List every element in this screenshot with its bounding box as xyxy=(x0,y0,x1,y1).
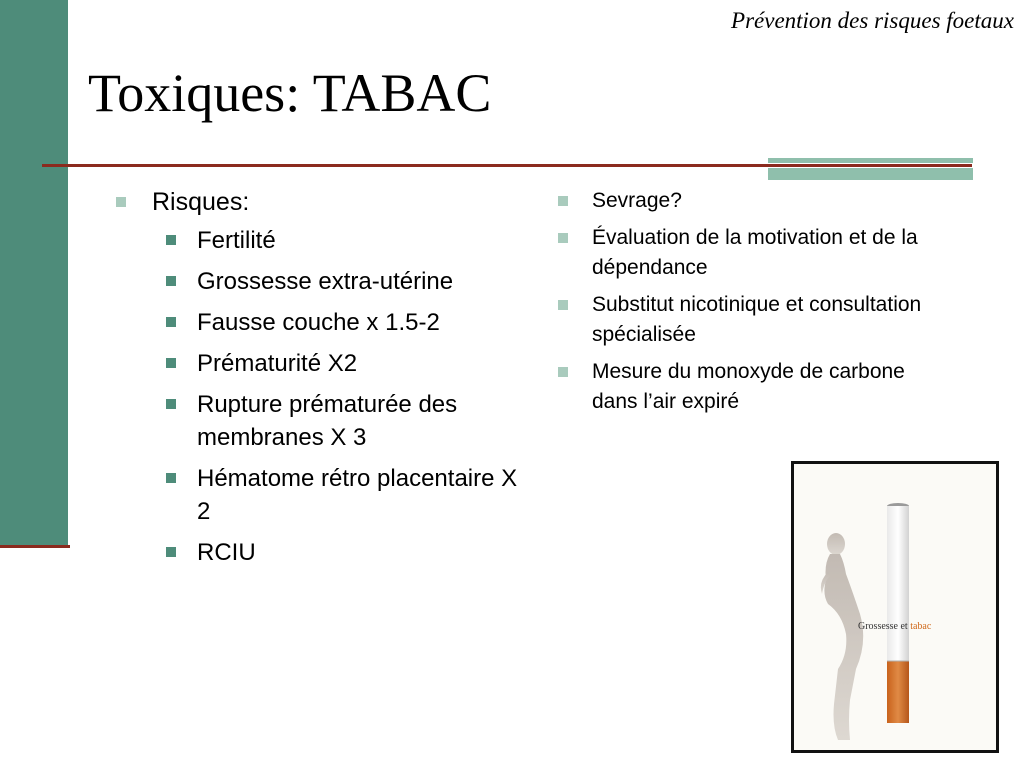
title-divider xyxy=(42,164,972,167)
slide-title: Toxiques: TABAC xyxy=(88,63,492,123)
list-item xyxy=(166,536,526,569)
management-column xyxy=(558,186,943,424)
risks-heading: Risques: xyxy=(152,188,250,216)
list-item xyxy=(558,357,943,417)
list-item-text: Sevrage? xyxy=(592,189,682,212)
risks-column xyxy=(116,186,526,577)
square-bullet-icon xyxy=(558,367,568,377)
list-item-text: Hématome rétro placentaire X 2 xyxy=(197,465,518,525)
list-item-text: Rupture prématurée des membranes X 3 xyxy=(197,391,458,451)
poster-illustration xyxy=(794,464,996,750)
left-accent-bar xyxy=(0,0,68,546)
list-item xyxy=(166,347,526,380)
square-bullet-icon xyxy=(166,276,176,286)
square-bullet-icon xyxy=(116,197,126,207)
list-item xyxy=(166,265,526,298)
square-bullet-icon xyxy=(558,233,568,243)
list-item xyxy=(558,290,943,350)
poster-caption-part2: tabac xyxy=(910,621,932,632)
slide-header-caption: Prévention des risques foetaux xyxy=(731,8,1014,33)
cigarette-icon xyxy=(887,503,909,723)
list-item-text: Fertilité xyxy=(197,227,276,254)
square-bullet-icon xyxy=(558,300,568,310)
square-bullet-icon xyxy=(166,317,176,327)
square-bullet-icon xyxy=(166,235,176,245)
list-item-text: Prématurité X2 xyxy=(197,350,358,377)
risks-heading-item xyxy=(116,186,526,218)
square-bullet-icon xyxy=(166,547,176,557)
list-item-text: Grossesse extra-utérine xyxy=(197,268,454,295)
pregnancy-tobacco-poster xyxy=(791,461,999,753)
list-item xyxy=(166,224,526,257)
list-item-text: Mesure du monoxyde de carbone dans l’air expiré xyxy=(592,360,905,413)
poster-caption xyxy=(858,621,931,632)
list-item-text: Fausse couche x 1.5-2 xyxy=(197,309,440,336)
risks-sublist xyxy=(166,224,526,569)
risks-list xyxy=(116,186,526,218)
decorative-stripe-bottom xyxy=(768,168,973,180)
list-item xyxy=(558,223,943,283)
square-bullet-icon xyxy=(166,473,176,483)
decorative-stripe-top xyxy=(768,158,973,163)
list-item xyxy=(166,388,526,454)
square-bullet-icon xyxy=(558,196,568,206)
list-item xyxy=(166,462,526,528)
pregnant-silhouette-icon xyxy=(821,533,863,740)
list-item-text: RCIU xyxy=(197,539,256,566)
list-item-text: Substitut nicotinique et consultation spécialisée xyxy=(592,293,922,346)
left-bar-underline xyxy=(0,545,70,548)
poster-caption-part1: Grossesse et xyxy=(858,621,908,632)
square-bullet-icon xyxy=(166,358,176,368)
management-list xyxy=(558,186,943,417)
list-item xyxy=(558,186,943,216)
square-bullet-icon xyxy=(166,399,176,409)
list-item xyxy=(166,306,526,339)
list-item-text: Évaluation de la motivation et de la dépendance xyxy=(592,226,918,279)
